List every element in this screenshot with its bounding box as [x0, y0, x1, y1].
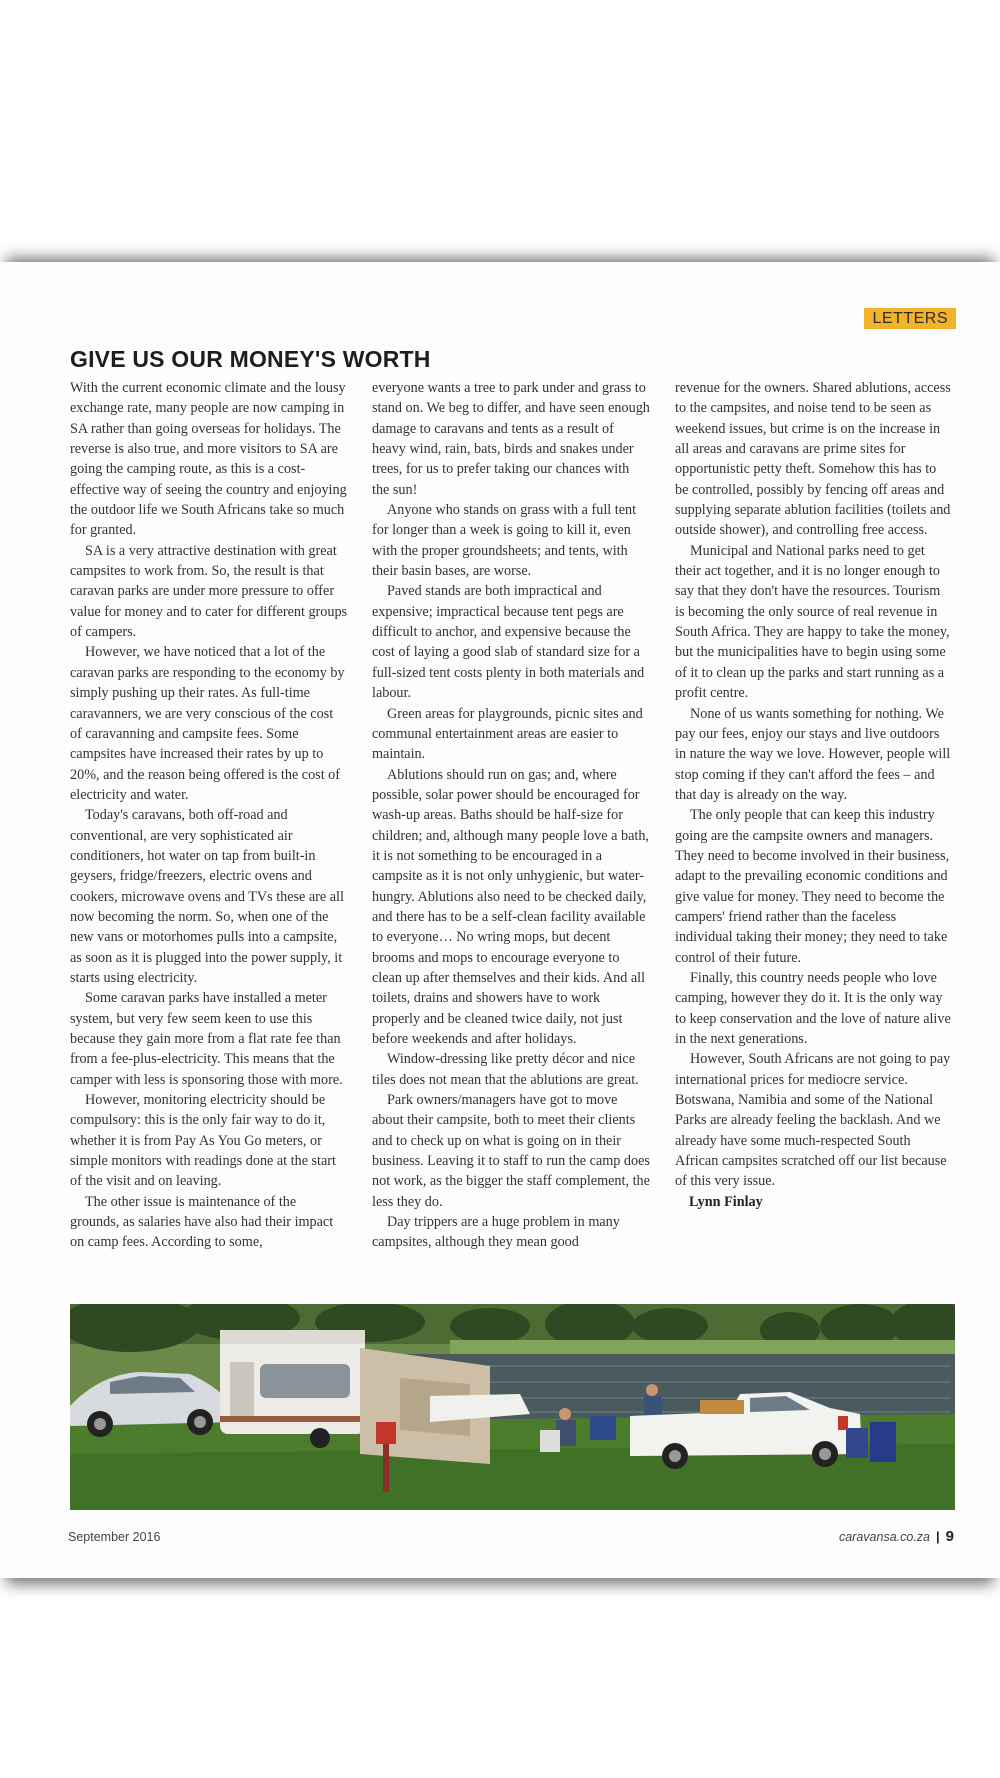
paragraph: However, monitoring electricity should be compulsory: this is the only fair way to do it, whether it is from Pay As You Go meters, or simple monitors with readings done at the start of the visit and on leaving.	[70, 1092, 336, 1190]
paragraph: Finally, this country needs people who love camping, however they do it. It is the only way to keep conservation and the love of nature alive in the next generations.	[675, 969, 951, 1047]
paragraph: However, South Africans are not going to pay international prices for mediocre service. Botswana, Namibia and some of the National Parks are already feeling the backlash. And we already have some much-respected South African campsites scratched off our list because of this very issue.	[675, 1051, 951, 1190]
paragraph: Paved stands are both impractical and expensive; impractical because tent pegs are difficult to anchor, and expensive because the cost of laying a good slab of standard size for a full-sized tent costs plenty in both materials and labour.	[372, 583, 645, 702]
campsite-photo-illustration	[70, 1304, 955, 1510]
footer-date: September 2016	[68, 1530, 161, 1544]
article-headline: GIVE US OUR MONEY'S WORTH	[70, 346, 431, 372]
paragraph: Green areas for playgrounds, picnic sites and communal entertainment areas are easier to maintain.	[372, 705, 643, 763]
paragraph: revenue for the owners. Shared ablutions, access to the campsites, and noise tend to be seen as weekend issues, but crime is on the increase in all areas and caravans are prime sites for opportunistic petty theft. Somehow this has to be controlled, possibly by fencing off areas and supplying separate ablution facilities (toilets and outside shower), and controlling free access.	[675, 380, 951, 539]
footer-url[interactable]: caravansa.co.za	[838, 1530, 931, 1544]
footer-separator: |	[936, 1529, 940, 1544]
paragraph: None of us wants something for nothing. We pay our fees, enjoy our stays and live outdoors in nature the way we love. However, people will stop coming if they can't afford the fees – and that day is already on the way.	[675, 705, 951, 803]
paragraph: Anyone who stands on grass with a full tent for longer than a week is going to kill it, even with the proper groundsheets; and tents, with their basin bases, are worse.	[372, 502, 637, 580]
author-signature: Lynn Finlay	[689, 1193, 763, 1210]
magazine-page	[0, 262, 1000, 1578]
paragraph: SA is a very attractive destination with great campsites to work from. So, the result is that caravan parks are under more pressure to offer value for money and to cater for different groups of campers.	[70, 542, 348, 641]
footer-page-info	[839, 1528, 954, 1545]
paragraph: everyone wants a tree to park under and grass to stand on. We beg to differ, and have seen enough damage to caravans and tents as a result of heavy wind, rain, bats, birds and snakes under trees, for us to prefer taking our chances with the sun!	[372, 380, 650, 498]
paragraph: However, we have noticed that a lot of the caravan parks are responding to the economy by simply pushing up their rates. As full-time caravanners, we are very conscious of the cost of caravanning and campsite fees. Some campsites have increased their rates by up to 20%, and the reason being offered is the cost of electricity and water.	[70, 644, 345, 803]
paragraph: Day trippers are a huge problem in many campsites, although they mean good	[372, 1214, 620, 1251]
page-number: 9	[945, 1528, 954, 1545]
article-column-3	[675, 378, 953, 1212]
article-column-2	[372, 378, 650, 1253]
paragraph: The other issue is maintenance of the grounds, as salaries have also had their impact on camp fees. According to some,	[70, 1193, 334, 1251]
paragraph: Municipal and National parks need to get their act together, and it is no longer enough to say that they don't have the resources. Tourism is becoming the only source of real revenue in South Africa. They are happy to take the money, but the municipalities have to begin using some of it to clean up the parks and start running as a profit centre.	[675, 542, 950, 702]
article-column-1	[70, 378, 348, 1253]
section-tag: LETTERS	[864, 308, 956, 329]
campsite-photo	[70, 1304, 955, 1510]
paragraph: Window-dressing like pretty décor and nice tiles does not mean that the ablutions are great.	[372, 1051, 639, 1088]
paragraph: Some caravan parks have installed a meter system, but very few seem keen to use this because they gain more from a flat rate fee than from a fee-plus-electricity. This means that the camper with less is sponsoring those with more.	[70, 990, 343, 1088]
paragraph: With the current economic climate and the lousy exchange rate, many people are now camping in SA rather than going overseas for holidays. The reverse is also true, and more visitors to SA are going the camping route, as this is a cost-effective way of seeing the country and enjoying the outdoor life we South Africans take so much for granted.	[70, 380, 347, 539]
paragraph: Park owners/managers have got to move about their campsite, both to meet their clients and to check up on what is going on in their business. Leaving it to staff to run the camp does not work, as the bigger the staff complement, the less they do.	[372, 1092, 650, 1210]
paragraph: Today's caravans, both off-road and conventional, are very sophisticated air conditioners, hot water on tap from built-in geysers, fridge/freezers, electric ovens and cookers, microwave ovens and TVs these are all now becoming the norm. So, when one of the new vans or motorhomes pulls into a campsite, as soon as it is plugged into the power supply, it starts using electricity.	[70, 807, 344, 986]
paragraph: The only people that can keep this industry going are the campsite owners and managers. They need to become involved in their business, adapt to the prevailing economic conditions and give value for money. They need to become the campers' friend rather than the faceless individual taking their money; they need to take control of their future.	[675, 807, 950, 966]
paragraph: Ablutions should run on gas; and, where possible, solar power should be encouraged for wash-up areas. Baths should be half-size for children; and, although many people love a bath, it is not something to be encouraged in a campsite as it is not only unhygienic, but water-hungry. Ablutions also need to be checked daily, and there has to be a self-clean facility available to everyone… No wring mops, but decent brooms and mops to encourage everyone to clean up after themselves and their kids. And all toilets, drains and showers have to work properly and be cleaned twice daily, not just before weekends and after holidays.	[372, 766, 649, 1047]
